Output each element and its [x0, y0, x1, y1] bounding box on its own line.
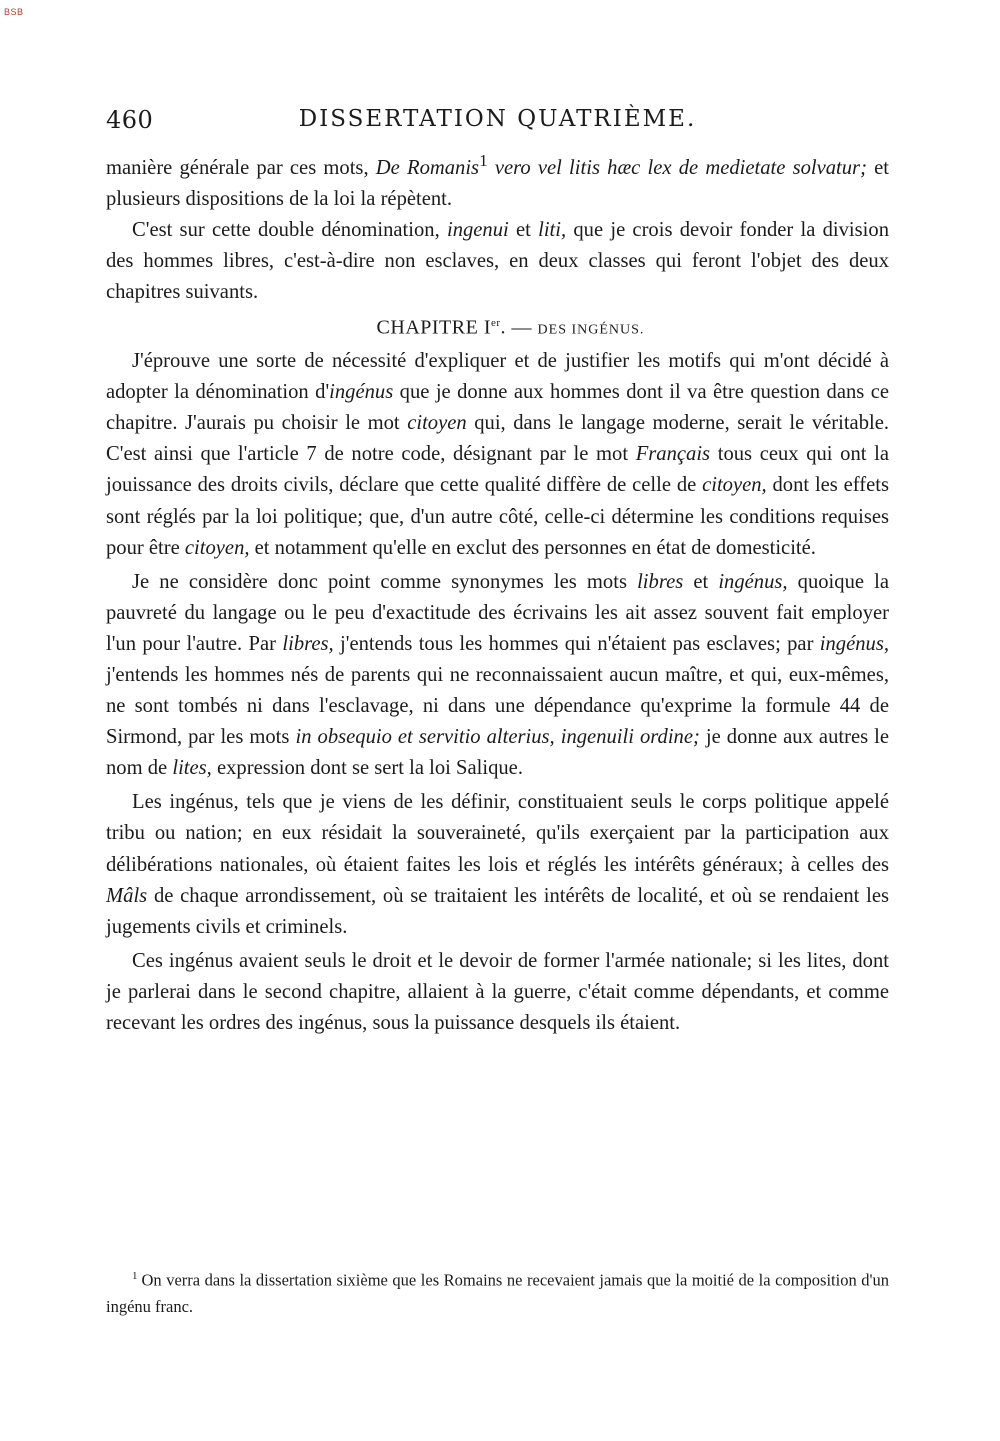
text-run: j'entends tous les hommes qui n'étaient pas esclaves; par [333, 632, 820, 655]
text-run: manière générale par ces mots, [106, 156, 376, 179]
italic-term: lites, [172, 757, 212, 780]
paragraph [106, 946, 889, 1039]
text-run: quoique la pauvreté du langage ou le peu d'exactitude des écrivains les ait assez souvent fait employer l'un pour l'autre. Par [106, 570, 889, 655]
italic-term: libres [637, 570, 684, 593]
latin-term: De Romanis [375, 156, 480, 179]
paragraph-continued [106, 145, 889, 215]
text-run: je donne aux autres le nom de [106, 726, 889, 780]
italic-term: ingenui [446, 219, 509, 242]
text-run: Ces ingénus avaient seuls le droit et le devoir de former l'armée nationale; si les lites, dont je parlerai dans le second chapitre, allaient à la guerre, c'était comme dépendants, et comme recevant les ordres des ingénus, sous la puissance desquels ils étaient. [106, 949, 889, 1035]
italic-term: citoyen [407, 412, 467, 435]
chapter-label: CHAPITRE I [376, 316, 491, 339]
italic-term: ingénus, [718, 570, 788, 593]
italic-term: liti, [538, 219, 567, 242]
chapter-heading [106, 308, 889, 346]
text-run: Les ingénus, tels que je viens de les définir, constituaient seuls le corps politique appelé tribu ou nation; en eux résidait la souveraineté, qu'ils exerçaient par la participation aux délibérations nationales, où étaient faites les lois et réglés les intérêts généraux; à celles des [106, 791, 889, 876]
italic-term: citoyen, [184, 536, 250, 559]
italic-term: ingénus, [819, 632, 889, 655]
footnote [106, 1263, 889, 1320]
text-run: qui, dans le langage moderne, serait le véritable. C'est ainsi que l'article 7 de notre code, désignant par le mot [106, 412, 890, 466]
latin-quote: vero vel litis hæc lex de medietate solvatur; [487, 156, 867, 179]
italic-term: libres, [282, 632, 334, 655]
text-run: et plusieurs dispositions de la loi la répètent. [106, 156, 889, 210]
text-run: C'est sur cette double dénomination, [132, 219, 447, 242]
text-run: et [683, 570, 719, 593]
page-number: 460 [106, 106, 154, 134]
text-run: dont les effets sont réglés par la loi politique; que, d'un autre côté, celle-ci détermine les conditions requises pour être [106, 474, 889, 559]
text-run: et notamment qu'elle en exclut des personnes en état de domesticité. [249, 536, 816, 559]
text-run: j'entends les hommes nés de parents qui ne reconnaissaient aucun maître, et qui, eux-mêmes, ne sont tombés ni dans l'esclavage, ni dans une dépendance qu'exprime la formule 44 de Sirmond, par les mots [106, 664, 889, 749]
paragraph [106, 346, 889, 564]
footnote-ref: 1 [479, 151, 488, 170]
paragraph [106, 215, 889, 308]
text-run: J'éprouve une sorte de nécessité d'expliquer et de justifier les motifs qui m'ont décidé à adopter la dénomination d' [106, 350, 889, 404]
chapter-title: DES INGÉNUS. [537, 322, 645, 338]
text-run: et [508, 219, 539, 242]
text-run: Je ne considère donc point comme synonymes les mots [132, 570, 638, 593]
footnote-text: On verra dans la dissertation sixième que les Romains ne recevaient jamais que la moitié de la composition d'un ingénu franc. [106, 1270, 889, 1316]
text-run: que je crois devoir fonder la division des hommes libres, c'est-à-dire non esclaves, en deux classes qui feront l'objet des deux chapitres suivants. [106, 219, 889, 304]
text-run: de chaque arrondissement, où se traitaient les intérêts de localité, et où se rendaient les jugements civils et criminels. [106, 884, 889, 938]
italic-term: Français [635, 443, 711, 466]
latin-quote: in obsequio et servitio alterius, ingenuili ordine; [295, 726, 700, 749]
chapter-dash: . — [500, 316, 538, 339]
italic-term: ingénus [329, 381, 394, 404]
text-run: que je donne aux hommes dont il va être question dans ce chapitre. J'aurais pu choisir le mot [106, 381, 889, 435]
text-run: tous ceux qui ont la jouissance des droits civils, déclare que cette qualité diffère de celle de [106, 443, 889, 497]
running-title: DISSERTATION QUATRIÈME. [298, 106, 697, 132]
library-stamp: BSB [4, 7, 24, 17]
chapter-ordinal: er [491, 317, 501, 330]
paragraph [106, 787, 889, 942]
italic-term: citoyen, [702, 474, 767, 497]
text-run: expression dont se sert la loi Salique. [211, 757, 523, 780]
footnote-marker: 1 [132, 1270, 138, 1282]
paragraph [106, 567, 889, 785]
body-text [106, 145, 889, 1039]
italic-term: Mâls [106, 884, 148, 907]
running-head [106, 106, 889, 138]
